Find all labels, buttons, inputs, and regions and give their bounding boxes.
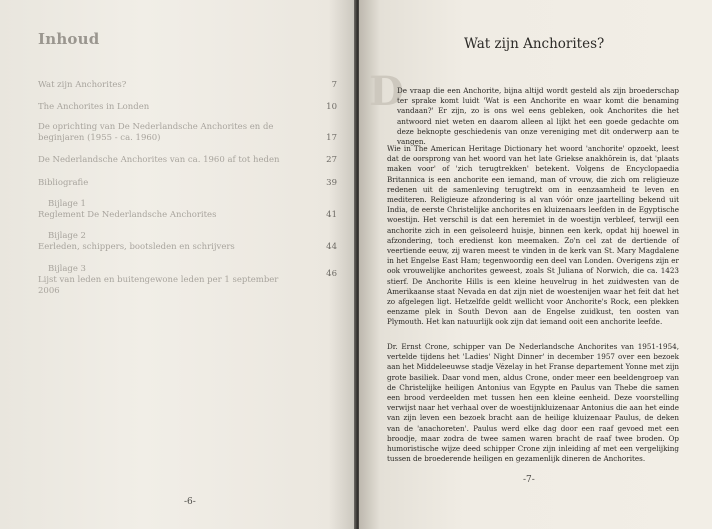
toc-entry-title: Lijst van leden en buitengewone leden per 1 september 2006 xyxy=(38,275,279,296)
toc-entry-page: 41 xyxy=(326,210,337,220)
toc-entry-title: The Anchorites in Londen xyxy=(38,102,150,112)
toc-entry-title: Reglement De Nederlandsche Anchorites xyxy=(38,210,217,220)
page-number-left: -6- xyxy=(184,497,196,507)
toc-entry xyxy=(38,199,343,221)
toc-entry-title: Eerleden, schippers, bootsleden en schrijvers xyxy=(38,242,235,252)
toc-appendix-label: Bijlage 2 xyxy=(48,231,86,241)
toc-entry-page: 7 xyxy=(331,80,337,90)
toc-entry-page: 17 xyxy=(326,133,337,143)
body-paragraph: Dr. Ernst Crone, schipper van De Nederlandsche Anchorites van 1951-1954, vertelde tijdens het 'Ladies' Night Dinner' in december 1957 over een bezoek aan het Middeleeuwse stadje Vézelay in het Franse departement Yonne met zijn grote basiliek. Daar vond men, aldus Crone, onder meer een beeldengroep van de Christelijke heiligen Antonius van Egypte en Paulus van Thebe die samen een brood verdeelden met tussen hen een kleine eenheid. Deze voorstelling verwijst naar het verhaal over de woestijnkluizenaar Antonius die aan het einde van zijn leven een bezoek bracht aan de heilige kluizenaar Paulus, de deken van de 'anachoreten'. Paulus werd elke dag door een raaf gevoed met een broodje, maar zodra de twee samen waren bracht de raaf twee broden. Op humoristische wijze deed schipper Crone zijn inleiding af met een vergelijking tussen de broederende heiligen en gezamenlijk dineren de Anchorites. xyxy=(387,342,679,464)
toc-entry xyxy=(38,122,343,144)
toc-entry-page: 44 xyxy=(326,242,337,252)
chapter-title: Wat zijn Anchorites? xyxy=(464,36,605,52)
toc-appendix-label: Bijlage 3 xyxy=(48,264,86,274)
toc-entry xyxy=(38,80,343,91)
page-number-right: -7- xyxy=(523,475,535,485)
toc-entry-page: 10 xyxy=(326,102,337,112)
toc-entry-title: De oprichting van De Nederlandsche Anchorites en de beginjaren (1955 - ca. 1960) xyxy=(38,122,274,143)
toc-entry xyxy=(38,178,343,189)
toc-entry xyxy=(38,155,343,166)
toc-entry xyxy=(38,102,343,113)
toc-entry-page: 46 xyxy=(326,269,337,279)
toc-entry-title: Wat zijn Anchorites? xyxy=(38,80,127,90)
toc-entry-page: 39 xyxy=(326,178,337,188)
body-paragraph: Wie in The American Heritage Dictionary het woord 'anchorite' opzoekt, leest dat de oorsprong van het woord van het late Griekse anakhōrein is, dat 'plaats maken voor' of 'zich terugtrekken' betekent. Volgens de Encyclopaedia Britannica is een anchorite een iemand, man of vrouw, die zich om religieuze redenen uit de samenleving terugtrekt om in eenzaamheid te leven en mediteren. Religieuze afzondering is al van vóór onze jaartelling bekend uit India, de eerste Christelijke anchorites en kluizenaars leefden in de Egyptische woestijn. Het verschil is dat een heremiet in de woestijn verbleef, terwijl een anchorite zich in een geïsoleerd huisje, binnen een kerk, opdat hij hoewel in afzondering, toch eredienst kon meemaken. Zo'n cel zat de dertiende of veertiende eeuw, zij waren meest te vinden in de kerk van St. Mary Magdalene in het Engelse East Ham; tegenwoordig een deel van Londen. Overigens zijn er ook vrouwelijke anchorites geweest, zoals St Juliana of Norwich, die ca. 1423 stierf. De Anchorite Hills is een kleine heuvelrug in het zuidwesten van de Amerikaanse staat Nevada en dat zijn niet de woestenijen waar het feit dat het zo afgelegen ligt. Hetzelfde geldt wellicht voor Anchorite's Rock, een plekken eenzame plek in South Devon aan de Engelse zuidkust, ten oosten van Plymouth. Het kan natuurlijk ook zijn dat iemand ooit een anchorite leefde. xyxy=(387,144,679,327)
body-paragraph: De vraap die een Anchorite, bijna altijd wordt gesteld als zijn broederschap ter sprake komt luidt 'Wat is een Anchorite en waar komt die benaming vandaan?' Er zijn, zo is ons wel eens gebleken, ook Anchorites die het antwoord niet weten en daarom alleen al lijkt het een goede gedachte om deze beknopte geschiedenis van onze vereniging met dit onderwerp aan te vangen. xyxy=(397,86,679,147)
toc-entry-title: Bibliografie xyxy=(38,178,89,188)
toc-appendix-label: Bijlage 1 xyxy=(48,199,86,209)
toc-entry xyxy=(38,264,343,297)
drop-capital: D xyxy=(369,68,404,115)
toc-entry-page: 27 xyxy=(326,155,337,165)
toc-heading: Inhoud xyxy=(38,30,100,48)
toc-entry xyxy=(38,231,343,253)
toc-entry-title: De Nederlandsche Anchorites van ca. 1960 af tot heden xyxy=(38,155,280,165)
